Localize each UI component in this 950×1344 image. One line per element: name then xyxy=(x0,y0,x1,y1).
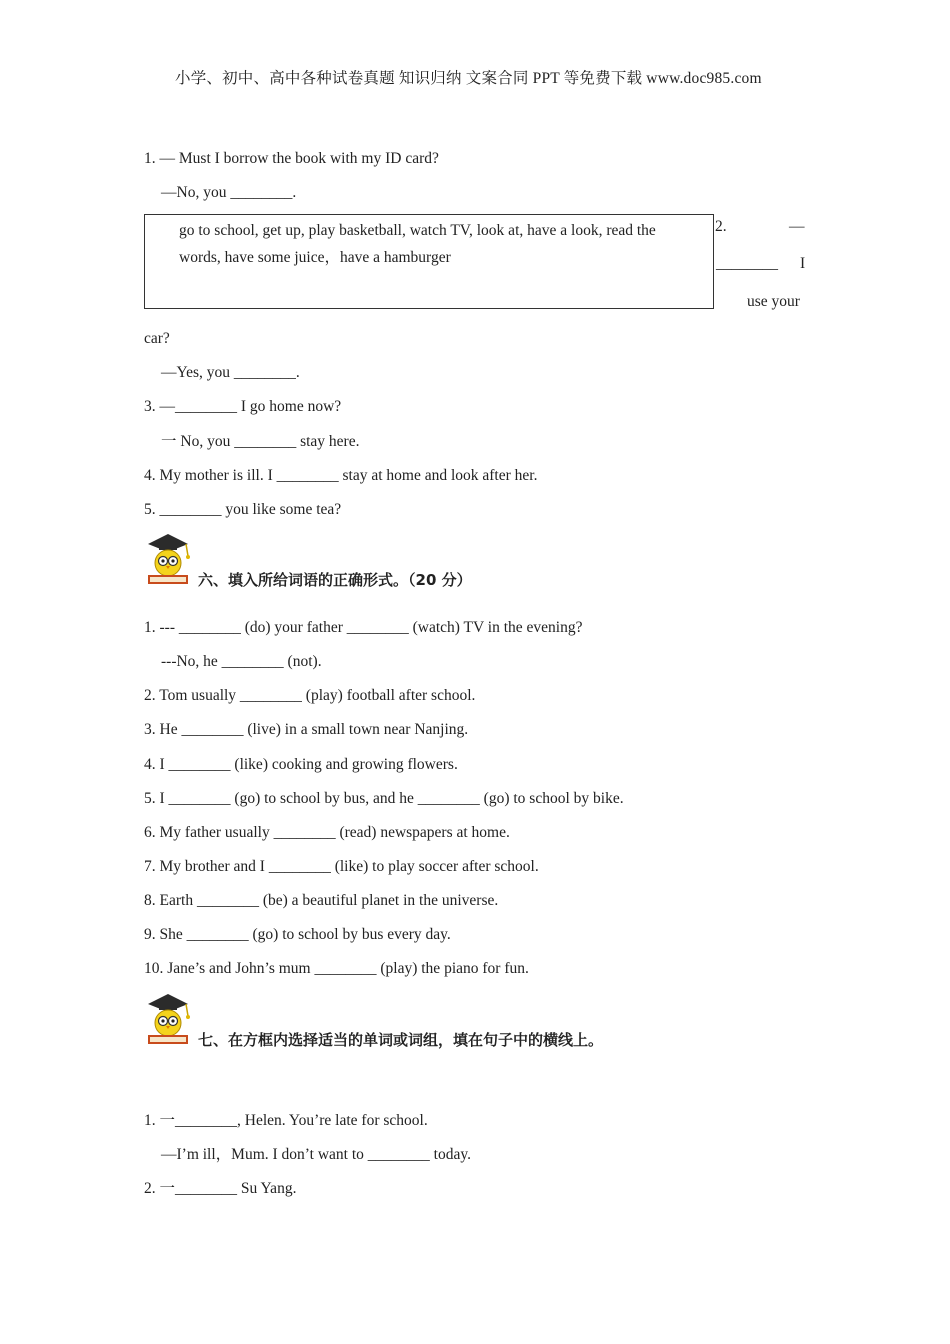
q5: 5. ________ you like some tea? xyxy=(144,501,342,518)
s6-item: 8. Earth ________ (be) a beautiful planet in the universe. xyxy=(144,892,499,909)
section7-title: 七、在方框内选择适当的单词或词组，填在句子中的横线上。 xyxy=(198,1031,604,1049)
s6-item: 6. My father usually ________ (read) newspapers at home. xyxy=(144,824,510,841)
q2-dash: — xyxy=(789,218,805,235)
q1-answer: —No, you ________. xyxy=(161,184,297,201)
word-box xyxy=(144,214,714,309)
q2-number: 2. xyxy=(715,218,727,235)
s6-item: 3. He ________ (live) in a small town near Nanjing. xyxy=(144,721,469,738)
s7-item: 1. 一________, Helen. You’re late for school. xyxy=(144,1112,428,1129)
q2-car: car? xyxy=(144,330,170,347)
q1-question: 1. — Must I borrow the book with my ID card? xyxy=(144,150,439,167)
q3-answer: 一 No, you ________ stay here. xyxy=(161,433,360,450)
s6-item: 10. Jane’s and John’s mum ________ (play) the piano for fun. xyxy=(144,960,529,977)
q2-blank: ________ xyxy=(716,255,778,272)
s7-item: —I’m ill，Mum. I don’t want to ________ today. xyxy=(161,1146,471,1163)
q2-use-your: use your xyxy=(747,293,800,310)
scholar-owl-icon xyxy=(142,530,194,588)
page-header: 小学、初中、高中各种试卷真题 知识归纳 文案合同 PPT 等免费下载 www.doc985.com xyxy=(175,70,762,87)
s7-item: 2. 一________ Su Yang. xyxy=(144,1180,297,1197)
q2-i: I xyxy=(800,255,806,272)
s6-item: 9. She ________ (go) to school by bus every day. xyxy=(144,926,451,943)
word-box-text: go to school, get up, play basketball, watch TV, look at, have a look, read the words, have some juice，have a hamburger xyxy=(179,222,656,266)
s6-item: 4. I ________ (like) cooking and growing flowers. xyxy=(144,756,458,773)
s6-item: ---No, he ________ (not). xyxy=(161,653,322,670)
q2-answer: —Yes, you ________. xyxy=(161,364,300,381)
q3-question: 3. —________ I go home now? xyxy=(144,398,342,415)
s6-item: 2. Tom usually ________ (play) football after school. xyxy=(144,687,476,704)
section6-title: 六、填入所给词语的正确形式。（20 分） xyxy=(198,571,472,589)
s6-item: 5. I ________ (go) to school by bus, and he ________ (go) to school by bike. xyxy=(144,790,624,807)
scholar-owl-icon xyxy=(142,990,194,1048)
s6-item: 1. --- ________ (do) your father ________ (watch) TV in the evening? xyxy=(144,619,583,636)
s6-item: 7. My brother and I ________ (like) to play soccer after school. xyxy=(144,858,539,875)
q4: 4. My mother is ill. I ________ stay at home and look after her. xyxy=(144,467,538,484)
